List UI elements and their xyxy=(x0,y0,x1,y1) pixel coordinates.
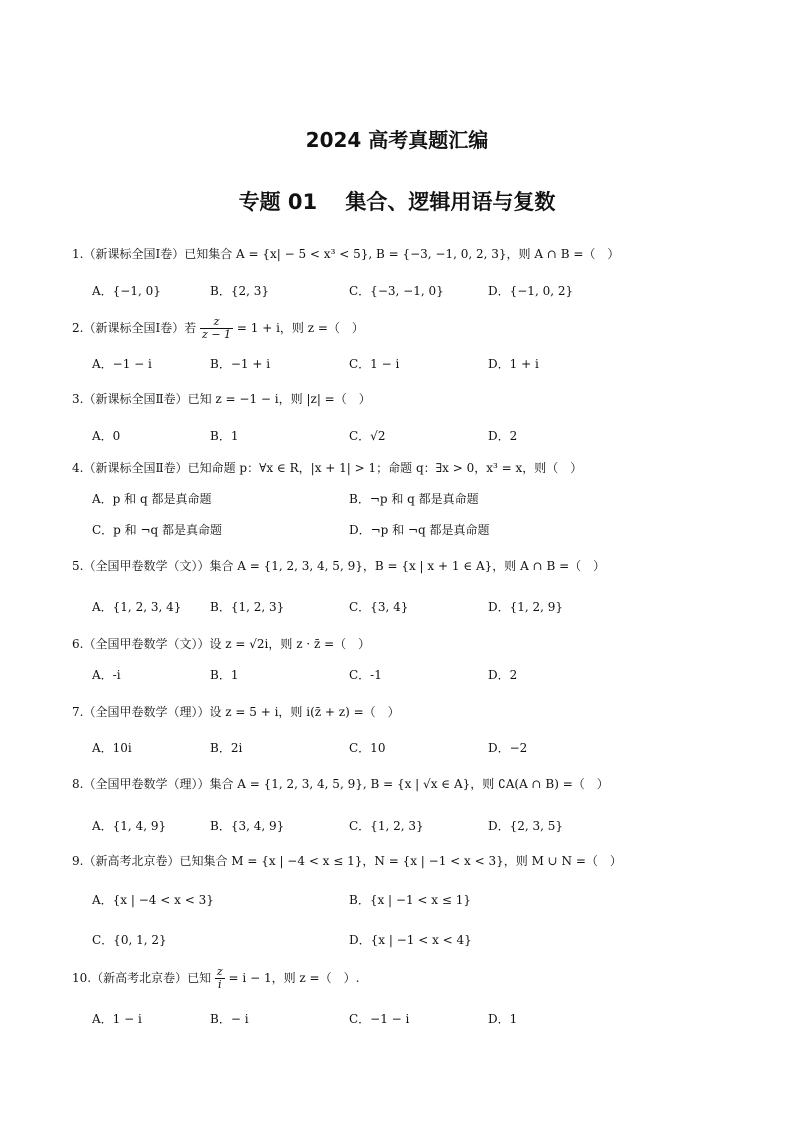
option-c: C．−1 − i xyxy=(349,1012,410,1026)
question-4-stem: 4.（新课标全国Ⅱ卷）已知命题 p：∀x ∈ R，|x + 1| > 1；命题 q：∃x > 0，x³ = x，则（ ） xyxy=(72,461,583,475)
option-b: B．{2, 3} xyxy=(210,284,269,298)
question-2-stem-suffix: = 1 + i，则 z =（ ） xyxy=(236,321,364,335)
option-b: B．2i xyxy=(210,741,243,755)
option-a: A．{1, 2, 3, 4} xyxy=(92,600,182,614)
question-7-stem: 7.（全国甲卷数学（理））设 z = 5 + i，则 i(z̄ + z) =（ ） xyxy=(72,705,400,719)
option-b: B．{x | −1 < x ≤ 1} xyxy=(349,893,471,907)
question-2-stem-prefix: 2.（新课标全国Ⅰ卷）若 xyxy=(72,321,197,335)
option-d: D．−2 xyxy=(488,741,528,755)
option-d: D．{2, 3, 5} xyxy=(488,819,564,833)
option-b: B．{3, 4, 9} xyxy=(210,819,285,833)
option-c: C．{3, 4} xyxy=(349,600,409,614)
option-a: A．1 − i xyxy=(92,1012,142,1026)
fraction-numerator: z xyxy=(200,316,233,329)
option-a: A．0 xyxy=(92,429,121,443)
option-a: A．{−1, 0} xyxy=(92,284,161,298)
question-8-stem: 8.（全国甲卷数学（理））集合 A = {1, 2, 3, 4, 5, 9}, B = {x | √x ∈ A}，则 ∁A(A ∩ B) =（ ） xyxy=(72,777,609,791)
option-d: D．¬p 和 ¬q 都是真命题 xyxy=(349,523,490,537)
option-a: A．p 和 q 都是真命题 xyxy=(92,492,212,506)
option-d: D．1 xyxy=(488,1012,518,1026)
option-a: A．−1 − i xyxy=(92,357,152,371)
fraction xyxy=(200,316,233,341)
question-10-stem-prefix: 10.（新高考北京卷）已知 xyxy=(72,971,212,985)
page-title: 2024 高考真题汇编 xyxy=(305,128,489,152)
option-d: D．{1, 2, 9} xyxy=(488,600,564,614)
question-5-stem: 5.（全国甲卷数学（文））集合 A = {1, 2, 3, 4, 5, 9}，B = {x | x + 1 ∈ A}，则 A ∩ B =（ ） xyxy=(72,559,606,573)
page-subtitle: 专题 01 集合、逻辑用语与复数 xyxy=(238,190,556,214)
fraction-denominator: i xyxy=(218,978,222,991)
option-c: C．{1, 2, 3} xyxy=(349,819,424,833)
option-c: C．{0, 1, 2} xyxy=(92,933,167,947)
option-c: C．10 xyxy=(349,741,386,755)
option-d: D．2 xyxy=(488,668,518,682)
option-c: C．p 和 ¬q 都是真命题 xyxy=(92,523,223,537)
question-2-stem xyxy=(72,316,364,341)
option-a: A．{1, 4, 9} xyxy=(92,819,167,833)
question-1-stem: 1.（新课标全国Ⅰ卷）已知集合 A = {x| − 5 < x³ < 5}, B = {−3, −1, 0, 2, 3}，则 A ∩ B =（ ） xyxy=(72,247,620,261)
fraction-denominator: z − 1 xyxy=(202,328,232,341)
question-6-stem: 6.（全国甲卷数学（文））设 z = √2i，则 z · z̄ =（ ） xyxy=(72,637,371,651)
option-c: C．1 − i xyxy=(349,357,400,371)
option-b: B．1 xyxy=(210,429,239,443)
question-3-stem: 3.（新课标全国Ⅱ卷）已知 z = −1 − i，则 |z| =（ ） xyxy=(72,392,371,406)
option-d: D．{x | −1 < x < 4} xyxy=(349,933,472,947)
option-b: B．1 xyxy=(210,668,239,682)
fraction-numerator: z xyxy=(216,965,223,978)
option-a: A．10i xyxy=(92,741,132,755)
option-c: C．{−3, −1, 0} xyxy=(349,284,444,298)
question-10-stem xyxy=(72,966,359,991)
question-10-stem-suffix: = i − 1，则 z =（ ）. xyxy=(228,971,360,985)
option-c: C．√2 xyxy=(349,429,386,443)
option-c: C．-1 xyxy=(349,668,382,682)
option-a: A．{x | −4 < x < 3} xyxy=(92,893,214,907)
option-d: D．1 + i xyxy=(488,357,539,371)
option-a: A．-i xyxy=(92,668,121,682)
question-9-stem: 9.（新高考北京卷）已知集合 M = {x | −4 < x ≤ 1}，N = {x | −1 < x < 3}，则 M ∪ N =（ ） xyxy=(72,854,622,868)
option-b: B．− i xyxy=(210,1012,249,1026)
option-b: B．−1 + i xyxy=(210,357,271,371)
fraction xyxy=(215,966,225,991)
option-d: D．{−1, 0, 2} xyxy=(488,284,574,298)
option-b: B．{1, 2, 3} xyxy=(210,600,285,614)
option-d: D．2 xyxy=(488,429,518,443)
option-b: B．¬p 和 q 都是真命题 xyxy=(349,492,479,506)
